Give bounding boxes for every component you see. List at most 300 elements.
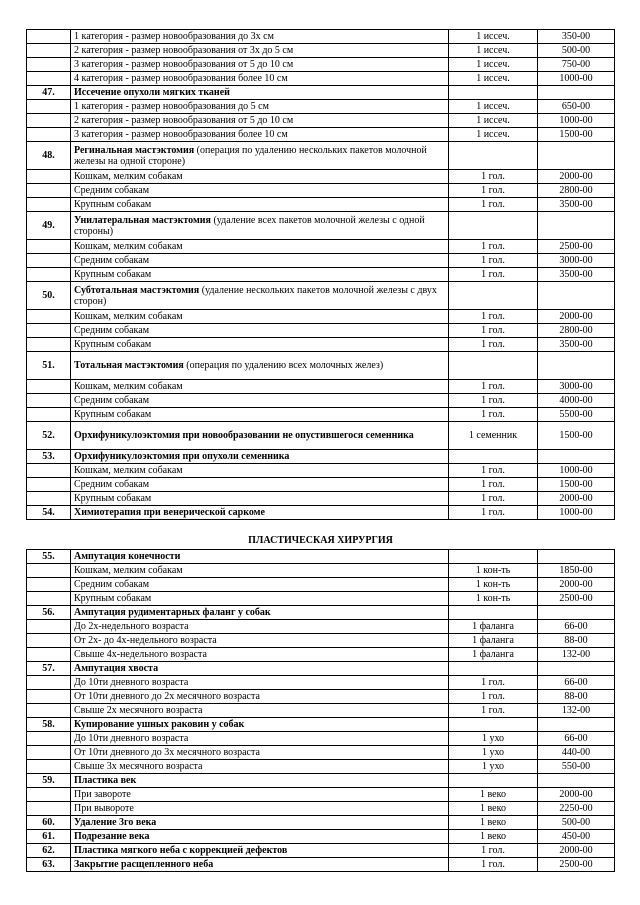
service-row xyxy=(27,478,615,492)
service-name: 1 категория - размер новообразования до 3х см xyxy=(74,31,274,42)
unit-cell: 1 фаланга xyxy=(449,620,538,634)
service-name-cell xyxy=(71,506,449,520)
row-number xyxy=(27,30,71,44)
service-row xyxy=(27,564,615,578)
price-cell: 440-00 xyxy=(538,746,615,760)
service-name: Средним собакам xyxy=(74,185,150,196)
row-number: 61. xyxy=(27,830,71,844)
service-name-cell xyxy=(71,718,449,732)
service-row xyxy=(27,408,615,422)
price-cell: 2800-00 xyxy=(538,324,615,338)
row-number xyxy=(27,648,71,662)
row-number: 54. xyxy=(27,506,71,520)
service-row xyxy=(27,464,615,478)
service-name-cell xyxy=(71,564,449,578)
service-name-cell xyxy=(71,606,449,620)
service-row xyxy=(27,170,615,184)
service-name-cell xyxy=(71,422,449,450)
price-cell xyxy=(538,774,615,788)
price-cell xyxy=(538,606,615,620)
service-name-cell xyxy=(71,844,449,858)
service-row xyxy=(27,338,615,352)
service-name: Крупным собакам xyxy=(74,409,152,420)
unit-cell: 1 гол. xyxy=(449,324,538,338)
service-row xyxy=(27,114,615,128)
price-cell: 1000-00 xyxy=(538,464,615,478)
service-name: Средним собакам xyxy=(74,255,150,266)
unit-cell: 1 гол. xyxy=(449,492,538,506)
unit-cell: 1 веко xyxy=(449,816,538,830)
service-row xyxy=(27,72,615,86)
row-number xyxy=(27,324,71,338)
unit-cell: 1 ухо xyxy=(449,732,538,746)
price-cell: 3500-00 xyxy=(538,268,615,282)
service-name: От 10ти дневного до 2х месячного возраста xyxy=(74,691,260,702)
unit-cell: 1 гол. xyxy=(449,464,538,478)
service-row xyxy=(27,240,615,254)
service-header-row xyxy=(27,816,615,830)
row-number xyxy=(27,634,71,648)
row-number xyxy=(27,394,71,408)
price-cell: 3500-00 xyxy=(538,338,615,352)
price-table-body xyxy=(27,30,615,520)
service-name-cell xyxy=(71,212,449,240)
price-cell: 2000-00 xyxy=(538,310,615,324)
service-row xyxy=(27,310,615,324)
service-name-cell xyxy=(71,492,449,506)
row-number: 47. xyxy=(27,86,71,100)
service-row xyxy=(27,760,615,774)
unit-cell xyxy=(449,212,538,240)
row-number xyxy=(27,254,71,268)
service-note: (удаление всех пакетов молочной железы с одной стороны) xyxy=(74,214,425,237)
row-number xyxy=(27,240,71,254)
unit-cell: 1 веко xyxy=(449,830,538,844)
service-name-cell xyxy=(71,816,449,830)
unit-cell xyxy=(449,662,538,676)
service-name-cell xyxy=(71,550,449,564)
service-header-row xyxy=(27,212,615,240)
row-number xyxy=(27,72,71,86)
service-name-cell xyxy=(71,128,449,142)
service-row xyxy=(27,128,615,142)
service-name-cell xyxy=(71,830,449,844)
service-header-row xyxy=(27,86,615,100)
service-row xyxy=(27,324,615,338)
service-name-cell xyxy=(71,788,449,802)
service-name: Средним собакам xyxy=(74,579,150,590)
service-name-cell xyxy=(71,760,449,774)
service-name: Субтотальная мастэктомия xyxy=(74,284,200,296)
service-name-cell xyxy=(71,478,449,492)
service-name: При вывороте xyxy=(74,803,134,814)
price-cell: 2250-00 xyxy=(538,802,615,816)
price-cell: 2000-00 xyxy=(538,578,615,592)
service-row xyxy=(27,578,615,592)
service-name-cell xyxy=(71,592,449,606)
unit-cell xyxy=(449,774,538,788)
row-number xyxy=(27,268,71,282)
price-cell: 3000-00 xyxy=(538,254,615,268)
row-number xyxy=(27,128,71,142)
unit-cell: 1 иссеч. xyxy=(449,30,538,44)
service-row xyxy=(27,802,615,816)
unit-cell: 1 иссеч. xyxy=(449,100,538,114)
service-name-cell xyxy=(71,114,449,128)
service-name-cell xyxy=(71,662,449,676)
row-number xyxy=(27,464,71,478)
price-cell: 5500-00 xyxy=(538,408,615,422)
row-number xyxy=(27,578,71,592)
row-number: 53. xyxy=(27,450,71,464)
price-cell xyxy=(538,718,615,732)
unit-cell: 1 гол. xyxy=(449,184,538,198)
unit-cell: 1 гол. xyxy=(449,310,538,324)
service-row xyxy=(27,620,615,634)
service-name: Орхифуникулоэктомия при новообразовании не опустившегося семенника xyxy=(74,430,414,441)
service-name: Удаление 3го века xyxy=(74,817,157,828)
row-number: 55. xyxy=(27,550,71,564)
unit-cell: 1 гол. xyxy=(449,268,538,282)
service-row xyxy=(27,788,615,802)
unit-cell: 1 иссеч. xyxy=(449,44,538,58)
price-cell: 2000-00 xyxy=(538,844,615,858)
service-row xyxy=(27,592,615,606)
service-row xyxy=(27,380,615,394)
service-name-cell xyxy=(71,310,449,324)
row-number xyxy=(27,676,71,690)
service-name-cell xyxy=(71,858,449,872)
unit-cell: 1 гол. xyxy=(449,380,538,394)
service-name: Крупным собакам xyxy=(74,269,152,280)
service-header-row xyxy=(27,774,615,788)
service-name: 1 категория - размер новообразования до 5 см xyxy=(74,101,269,112)
service-name-cell xyxy=(71,44,449,58)
price-cell: 2500-00 xyxy=(538,240,615,254)
price-table-surgery xyxy=(26,29,615,520)
price-cell: 2000-00 xyxy=(538,788,615,802)
service-name: Крупным собакам xyxy=(74,339,152,350)
row-number: 49. xyxy=(27,212,71,240)
service-header-row xyxy=(27,858,615,872)
service-row xyxy=(27,690,615,704)
unit-cell: 1 иссеч. xyxy=(449,128,538,142)
row-number xyxy=(27,788,71,802)
row-number xyxy=(27,310,71,324)
unit-cell: 1 кон-ть xyxy=(449,564,538,578)
price-cell xyxy=(538,550,615,564)
unit-cell: 1 гол. xyxy=(449,478,538,492)
unit-cell: 1 гол. xyxy=(449,690,538,704)
unit-cell: 1 гол. xyxy=(449,240,538,254)
unit-cell: 1 иссеч. xyxy=(449,58,538,72)
unit-cell xyxy=(449,142,538,170)
price-cell xyxy=(538,450,615,464)
service-name: Крупным собакам xyxy=(74,493,152,504)
row-number xyxy=(27,184,71,198)
service-name: Пластика мягкого неба с коррекцией дефектов xyxy=(74,845,288,856)
unit-cell: 1 семенник xyxy=(449,422,538,450)
price-cell xyxy=(538,142,615,170)
service-name: Кошкам, мелким собакам xyxy=(74,171,183,182)
price-cell: 4000-00 xyxy=(538,394,615,408)
service-note: (операция по удалению всех молочных желез) xyxy=(183,360,384,371)
unit-cell: 1 гол. xyxy=(449,676,538,690)
row-number xyxy=(27,592,71,606)
service-name: До 10ти дневного возраста xyxy=(74,733,189,744)
row-number: 58. xyxy=(27,718,71,732)
service-name-cell xyxy=(71,394,449,408)
unit-cell: 1 кон-ть xyxy=(449,592,538,606)
service-name-cell xyxy=(71,620,449,634)
service-name: Крупным собакам xyxy=(74,593,152,604)
service-name: Средним собакам xyxy=(74,325,150,336)
unit-cell: 1 гол. xyxy=(449,506,538,520)
service-name-cell xyxy=(71,380,449,394)
service-row xyxy=(27,634,615,648)
service-header-row xyxy=(27,422,615,450)
unit-cell xyxy=(449,352,538,380)
service-name: От 2х- до 4х-недельного возраста xyxy=(74,635,217,646)
unit-cell: 1 веко xyxy=(449,788,538,802)
price-cell: 2000-00 xyxy=(538,170,615,184)
service-name: Свыше 3х месячного возраста xyxy=(74,761,203,772)
row-number xyxy=(27,338,71,352)
service-name: Унилатеральная мастэктомия xyxy=(74,214,211,226)
service-name: Средним собакам xyxy=(74,395,150,406)
service-header-row xyxy=(27,450,615,464)
unit-cell xyxy=(449,86,538,100)
unit-cell: 1 гол. xyxy=(449,704,538,718)
price-cell xyxy=(538,662,615,676)
unit-cell: 1 гол. xyxy=(449,338,538,352)
service-name-cell xyxy=(71,254,449,268)
service-name: От 10ти дневного до 3х месячного возраста xyxy=(74,747,260,758)
price-cell: 1000-00 xyxy=(538,72,615,86)
service-row xyxy=(27,492,615,506)
service-name-cell xyxy=(71,408,449,422)
price-cell: 550-00 xyxy=(538,760,615,774)
service-name-cell xyxy=(71,170,449,184)
service-header-row xyxy=(27,606,615,620)
service-name: Кошкам, мелким собакам xyxy=(74,465,183,476)
service-name: Крупным собакам xyxy=(74,199,152,210)
service-name: Закрытие расщепленного неба xyxy=(74,859,214,870)
service-name-cell xyxy=(71,464,449,478)
price-cell: 1000-00 xyxy=(538,114,615,128)
service-name: Ампутация хвоста xyxy=(74,663,159,674)
unit-cell: 1 гол. xyxy=(449,394,538,408)
service-name-cell xyxy=(71,746,449,760)
service-header-row xyxy=(27,830,615,844)
price-cell: 1000-00 xyxy=(538,506,615,520)
service-name: 3 категория - размер новообразования от 5 до 10 см xyxy=(74,59,294,70)
price-cell: 1850-00 xyxy=(538,564,615,578)
row-number xyxy=(27,746,71,760)
price-cell xyxy=(538,212,615,240)
service-name-cell xyxy=(71,142,449,170)
service-row xyxy=(27,100,615,114)
service-name: 2 категория - размер новообразования от 3х до 5 см xyxy=(74,45,294,56)
service-row xyxy=(27,704,615,718)
service-name-cell xyxy=(71,774,449,788)
service-row xyxy=(27,732,615,746)
price-cell: 2500-00 xyxy=(538,858,615,872)
row-number: 59. xyxy=(27,774,71,788)
row-number xyxy=(27,620,71,634)
service-row xyxy=(27,394,615,408)
row-number xyxy=(27,492,71,506)
service-name-cell xyxy=(71,72,449,86)
service-name: При завороте xyxy=(74,789,131,800)
price-cell: 3500-00 xyxy=(538,198,615,212)
price-cell: 66-00 xyxy=(538,620,615,634)
price-cell xyxy=(538,282,615,310)
row-number xyxy=(27,58,71,72)
unit-cell: 1 фаланга xyxy=(449,648,538,662)
unit-cell: 1 веко xyxy=(449,802,538,816)
row-number xyxy=(27,100,71,114)
row-number xyxy=(27,478,71,492)
row-number xyxy=(27,408,71,422)
service-name: Регинальная мастэктомия xyxy=(74,144,195,156)
service-name: Иссечение опухоли мягких тканей xyxy=(74,87,230,98)
service-row xyxy=(27,746,615,760)
service-name-cell xyxy=(71,100,449,114)
row-number xyxy=(27,170,71,184)
row-number: 57. xyxy=(27,662,71,676)
price-cell xyxy=(538,352,615,380)
price-cell xyxy=(538,86,615,100)
price-cell: 132-00 xyxy=(538,704,615,718)
row-number xyxy=(27,732,71,746)
row-number: 52. xyxy=(27,422,71,450)
service-name-cell xyxy=(71,648,449,662)
unit-cell: 1 гол. xyxy=(449,408,538,422)
price-cell: 88-00 xyxy=(538,690,615,704)
unit-cell: 1 кон-ть xyxy=(449,578,538,592)
service-name: Кошкам, мелким собакам xyxy=(74,311,183,322)
unit-cell: 1 гол. xyxy=(449,170,538,184)
price-cell: 1500-00 xyxy=(538,478,615,492)
service-name-cell xyxy=(71,352,449,380)
price-cell: 3000-00 xyxy=(538,380,615,394)
price-cell: 2000-00 xyxy=(538,492,615,506)
service-name: 2 категория - размер новообразования от 5 до 10 см xyxy=(74,115,294,126)
row-number: 63. xyxy=(27,858,71,872)
service-note: (удаление нескольких пакетов молочной железы с двух сторон) xyxy=(74,284,437,307)
service-header-row xyxy=(27,352,615,380)
unit-cell: 1 ухо xyxy=(449,746,538,760)
service-header-row xyxy=(27,718,615,732)
service-name: Химиотерапия при венерической саркоме xyxy=(74,507,265,518)
service-name: Орхифуникулоэктомия при опухоли семенника xyxy=(74,451,290,462)
service-name: Ампутация рудиментарных фаланг у собак xyxy=(74,607,271,618)
service-name-cell xyxy=(71,86,449,100)
service-name: Средним собакам xyxy=(74,479,150,490)
price-cell: 450-00 xyxy=(538,830,615,844)
unit-cell xyxy=(449,550,538,564)
service-name-cell xyxy=(71,30,449,44)
service-name-cell xyxy=(71,338,449,352)
service-name-cell xyxy=(71,268,449,282)
price-cell: 650-00 xyxy=(538,100,615,114)
service-row xyxy=(27,30,615,44)
service-name-cell xyxy=(71,450,449,464)
price-table-body xyxy=(27,550,615,872)
service-name: До 2х-недельного возраста xyxy=(74,621,189,632)
service-row xyxy=(27,676,615,690)
service-header-row xyxy=(27,662,615,676)
service-name-cell xyxy=(71,676,449,690)
section-title: ПЛАСТИЧЕСКАЯ ХИРУРГИЯ xyxy=(248,535,393,546)
row-number: 50. xyxy=(27,282,71,310)
row-number xyxy=(27,690,71,704)
price-cell: 750-00 xyxy=(538,58,615,72)
service-name: 3 категория - размер новообразования более 10 см xyxy=(74,129,288,140)
service-name-cell xyxy=(71,704,449,718)
service-name: Ампутация конечности xyxy=(74,551,181,562)
service-name-cell xyxy=(71,282,449,310)
service-row xyxy=(27,58,615,72)
unit-cell xyxy=(449,450,538,464)
price-cell: 500-00 xyxy=(538,44,615,58)
service-name: Тотальная мастэктомия xyxy=(74,360,184,371)
service-name-cell xyxy=(71,690,449,704)
row-number xyxy=(27,760,71,774)
row-number: 56. xyxy=(27,606,71,620)
service-name-cell xyxy=(71,184,449,198)
row-number xyxy=(27,198,71,212)
row-number xyxy=(27,704,71,718)
price-cell: 66-00 xyxy=(538,676,615,690)
service-name: Кошкам, мелким собакам xyxy=(74,381,183,392)
row-number: 48. xyxy=(27,142,71,170)
service-row xyxy=(27,44,615,58)
service-row xyxy=(27,184,615,198)
service-name-cell xyxy=(71,58,449,72)
service-name: Кошкам, мелким собакам xyxy=(74,565,183,576)
row-number: 62. xyxy=(27,844,71,858)
service-name: Купирование ушных раковин у собак xyxy=(74,719,245,730)
unit-cell xyxy=(449,718,538,732)
service-name: Пластика век xyxy=(74,775,137,786)
service-name-cell xyxy=(71,634,449,648)
row-number xyxy=(27,564,71,578)
service-name-cell xyxy=(71,324,449,338)
service-header-row xyxy=(27,282,615,310)
price-table-plastic-surgery xyxy=(26,549,615,872)
price-cell: 88-00 xyxy=(538,634,615,648)
service-name-cell xyxy=(71,802,449,816)
service-name: Кошкам, мелким собакам xyxy=(74,241,183,252)
service-header-row xyxy=(27,844,615,858)
row-number xyxy=(27,380,71,394)
unit-cell xyxy=(449,606,538,620)
unit-cell: 1 гол. xyxy=(449,198,538,212)
service-row xyxy=(27,198,615,212)
service-row xyxy=(27,268,615,282)
row-number xyxy=(27,114,71,128)
price-cell: 132-00 xyxy=(538,648,615,662)
price-cell: 500-00 xyxy=(538,816,615,830)
row-number xyxy=(27,44,71,58)
service-header-row xyxy=(27,550,615,564)
unit-cell: 1 ухо xyxy=(449,760,538,774)
service-row xyxy=(27,254,615,268)
service-name: Свыше 4х-недельного возраста xyxy=(74,649,207,660)
price-cell: 1500-00 xyxy=(538,422,615,450)
